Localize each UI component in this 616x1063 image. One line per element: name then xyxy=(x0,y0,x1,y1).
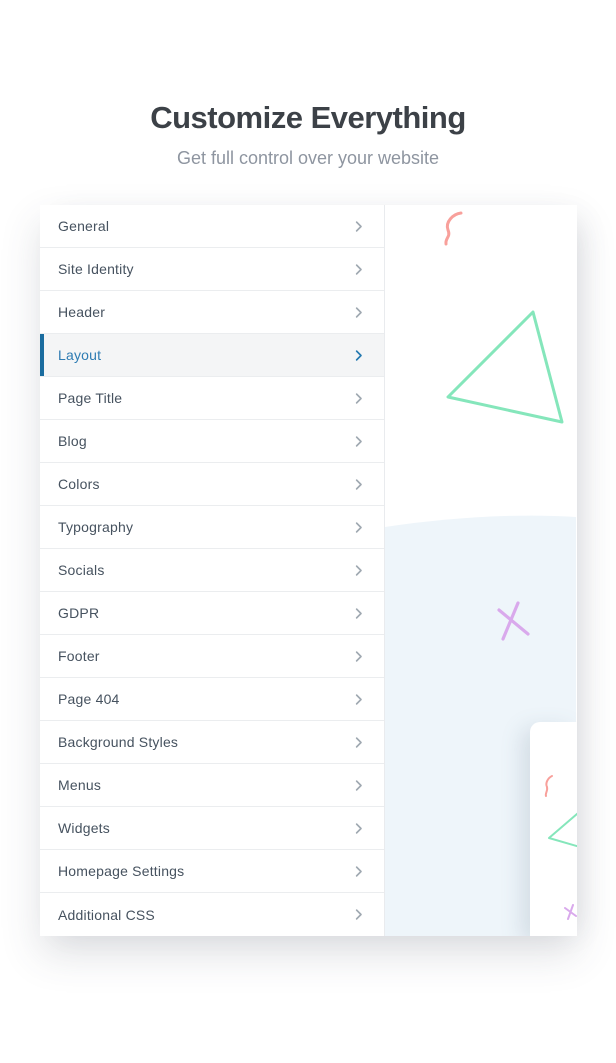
menu-item-label: Menus xyxy=(58,777,102,793)
menu-item-site-identity[interactable] xyxy=(40,248,384,291)
chevron-right-icon xyxy=(351,649,366,664)
menu-item-label: Footer xyxy=(58,648,100,664)
mini-triangle-icon xyxy=(549,807,577,849)
menu-item-label: Blog xyxy=(58,433,87,449)
mini-cross-icon xyxy=(565,905,576,919)
menu-item-label: Site Identity xyxy=(58,261,134,277)
chevron-right-icon xyxy=(351,477,366,492)
chevron-right-icon xyxy=(351,305,366,320)
menu-item-background-styles[interactable] xyxy=(40,721,384,764)
preview-mini-card xyxy=(530,722,577,936)
page-subtitle: Get full control over your website xyxy=(176,147,440,168)
chevron-right-icon xyxy=(351,864,366,879)
menu-item-label: Widgets xyxy=(58,820,110,836)
menu-item-label: Background Styles xyxy=(58,734,179,750)
section-header xyxy=(0,100,616,169)
menu-item-general[interactable] xyxy=(40,205,384,248)
menu-item-menus[interactable] xyxy=(40,764,384,807)
customizer-card xyxy=(40,205,577,936)
mini-squiggle-icon xyxy=(546,776,552,796)
chevron-right-icon xyxy=(351,692,366,707)
menu-item-label: Colors xyxy=(58,476,100,492)
chevron-right-icon xyxy=(351,348,366,363)
mini-decorations xyxy=(530,722,577,936)
menu-item-label: Page Title xyxy=(58,390,123,406)
menu-item-gdpr[interactable] xyxy=(40,592,384,635)
chevron-right-icon xyxy=(351,606,366,621)
menu-item-footer[interactable] xyxy=(40,635,384,678)
menu-item-layout[interactable] xyxy=(40,334,384,377)
customizer-preview xyxy=(385,205,577,936)
menu-item-header[interactable] xyxy=(40,291,384,334)
chevron-right-icon xyxy=(351,391,366,406)
chevron-right-icon xyxy=(351,219,366,234)
chevron-right-icon xyxy=(351,563,366,578)
menu-item-typography[interactable] xyxy=(40,506,384,549)
page-title: Customize Everything xyxy=(150,100,466,135)
menu-item-label: General xyxy=(58,218,110,234)
chevron-right-icon xyxy=(351,434,366,449)
menu-item-label: Page 404 xyxy=(58,691,120,707)
menu-item-blog[interactable] xyxy=(40,420,384,463)
chevron-right-icon xyxy=(351,520,366,535)
chevron-right-icon xyxy=(351,907,366,922)
menu-item-additional-css[interactable] xyxy=(40,893,384,936)
menu-item-label: Homepage Settings xyxy=(58,863,185,879)
menu-item-label: Socials xyxy=(58,562,105,578)
chevron-right-icon xyxy=(351,778,366,793)
menu-item-label: Header xyxy=(58,304,106,320)
menu-item-colors[interactable] xyxy=(40,463,384,506)
menu-item-label: Layout xyxy=(58,347,102,363)
chevron-right-icon xyxy=(351,735,366,750)
menu-item-widgets[interactable] xyxy=(40,807,384,850)
menu-item-homepage-settings[interactable] xyxy=(40,850,384,893)
chevron-right-icon xyxy=(351,821,366,836)
menu-item-socials[interactable] xyxy=(40,549,384,592)
menu-item-page-404[interactable] xyxy=(40,678,384,721)
customizer-menu xyxy=(40,205,385,936)
menu-item-label: Typography xyxy=(58,519,134,535)
menu-item-label: Additional CSS xyxy=(58,906,155,923)
menu-item-page-title[interactable] xyxy=(40,377,384,420)
menu-item-label: GDPR xyxy=(58,605,100,621)
chevron-right-icon xyxy=(351,262,366,277)
